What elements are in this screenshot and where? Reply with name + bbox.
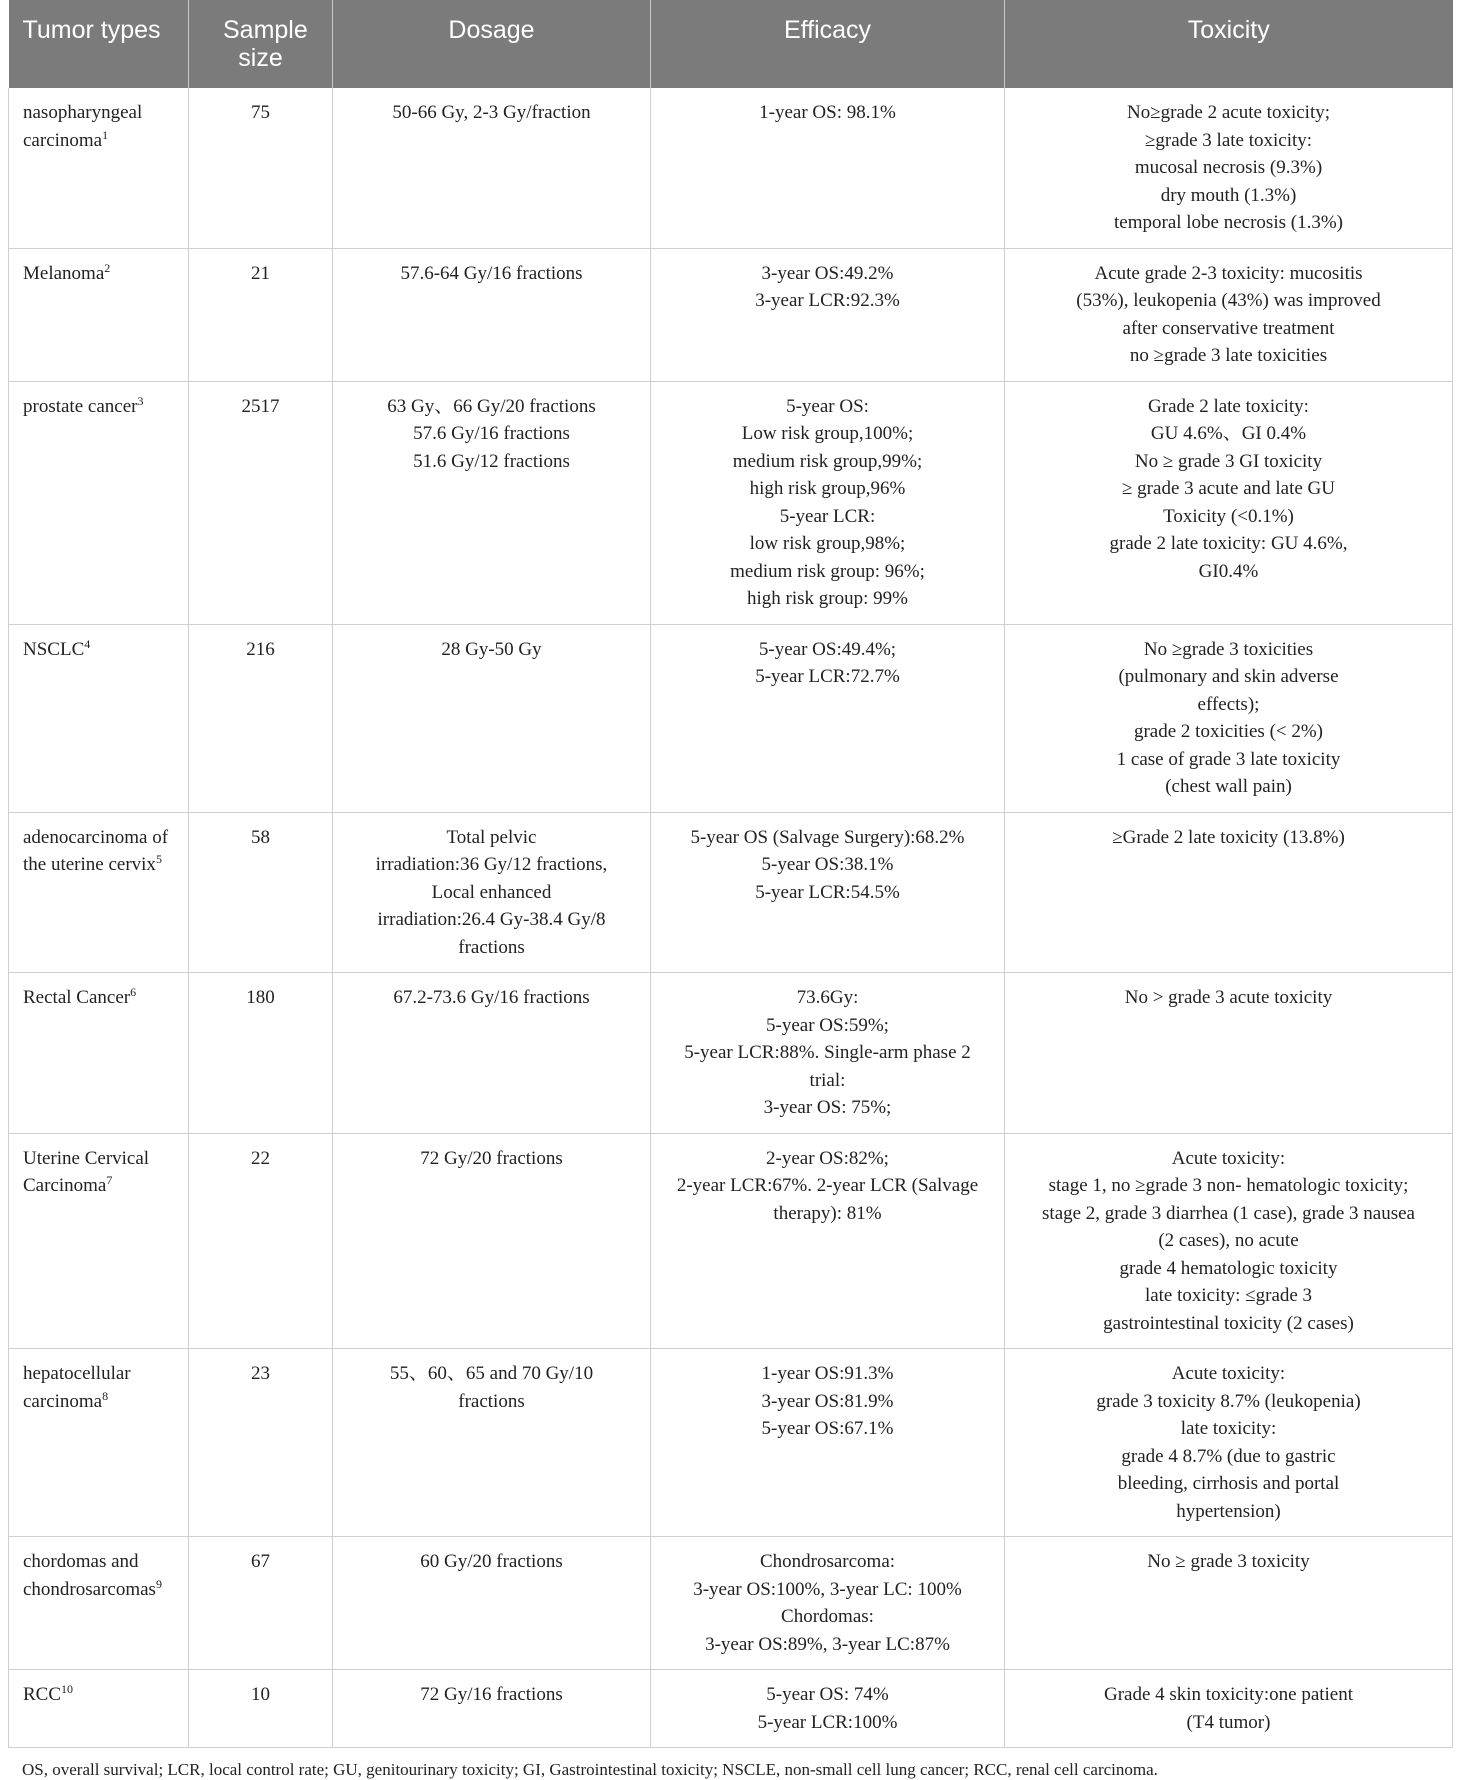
cell-dosage (333, 812, 651, 973)
toxicity-line: Toxicity (<0.1%) (1163, 505, 1294, 527)
cell-toxicity (1005, 1349, 1453, 1537)
tumor-type-label: Melanoma (23, 262, 105, 284)
header-row (9, 0, 1453, 88)
cell-tumor-type (9, 381, 189, 624)
dosage-line: 72 Gy/16 fractions (420, 1684, 563, 1705)
toxicity-line: ≥Grade 2 late toxicity (13.8%) (1112, 826, 1345, 848)
toxicity-line: gastrointestinal toxicity (2 cases) (1103, 1312, 1354, 1334)
toxicity-line: grade 2 toxicities (< 2%) (1133, 721, 1324, 742)
table-row (9, 812, 1453, 973)
dosage-line: 72 Gy/20 fractions (420, 1147, 563, 1169)
cell-sample-size: 2517 (189, 381, 333, 624)
toxicity-line: ≥grade 3 late toxicity: (1144, 129, 1313, 151)
dosage-line: 57.6-64 Gy/16 fractions (400, 262, 583, 284)
cell-dosage (333, 248, 651, 381)
header-sample-size: Sample size (189, 0, 333, 88)
table-header (9, 0, 1453, 88)
cell-sample-size: 58 (189, 812, 333, 973)
efficacy-line: Chondrosarcoma: (759, 1551, 896, 1572)
toxicity-line: Acute grade 2-3 toxicity: mucositis (1094, 262, 1363, 284)
efficacy-line: 3-year OS:81.9% (761, 1390, 894, 1412)
cell-toxicity (1005, 1670, 1453, 1748)
cell-toxicity (1005, 248, 1453, 381)
dosage-line: irradiation:26.4 Gy-38.4 Gy/8 (377, 909, 606, 930)
table-row (9, 381, 1453, 624)
header-tumor-types: Tumor types (9, 0, 189, 88)
efficacy-line: 5-year OS:49.4%; (758, 638, 897, 660)
toxicity-line: grade 3 toxicity 8.7% (leukopenia) (1096, 1390, 1361, 1412)
toxicity-line: (2 cases), no acute (1158, 1230, 1299, 1251)
cell-toxicity (1005, 812, 1453, 973)
cell-tumor-type (9, 812, 189, 973)
dosage-line: 28 Gy-50 Gy (441, 638, 542, 660)
toxicity-line: late toxicity: (1180, 1418, 1277, 1439)
table-row (9, 624, 1453, 812)
dosage-line: Local enhanced (431, 881, 552, 903)
toxicity-line: 1 case of grade 3 late toxicity (1116, 748, 1341, 770)
cell-tumor-type (9, 1133, 189, 1349)
dosage-line: 51.6 Gy/12 fractions (413, 450, 570, 472)
efficacy-line: 5-year OS: 74% (766, 1684, 889, 1705)
toxicity-line: No ≥ grade 3 toxicity (1147, 1551, 1310, 1572)
cell-dosage (333, 1670, 651, 1748)
toxicity-line: bleeding, cirrhosis and portal (1117, 1473, 1340, 1494)
toxicity-line: effects); (1197, 693, 1260, 715)
efficacy-line: 2-year OS:82%; (766, 1147, 889, 1169)
cell-tumor-type (9, 88, 189, 248)
cell-toxicity (1005, 88, 1453, 248)
cell-sample-size: 22 (189, 1133, 333, 1349)
tumor-type-label: NSCLC (23, 638, 85, 660)
cell-dosage (333, 1537, 651, 1670)
cell-efficacy (651, 381, 1005, 624)
toxicity-line: GI0.4% (1198, 560, 1259, 582)
dosage-line: 55、60、65 and 70 Gy/10 (389, 1363, 594, 1384)
toxicity-line: (T4 tumor) (1186, 1711, 1271, 1733)
efficacy-line: 2-year LCR:67%. 2-year LCR (Salvage (676, 1175, 979, 1196)
dosage-line: 60 Gy/20 fractions (420, 1551, 563, 1572)
efficacy-line: 5-year OS:67.1% (761, 1418, 894, 1439)
cell-efficacy (651, 248, 1005, 381)
cell-toxicity (1005, 624, 1453, 812)
toxicity-line: No≥grade 2 acute toxicity; (1127, 102, 1330, 123)
dosage-line: fractions (458, 936, 525, 958)
efficacy-line: 5-year LCR:54.5% (755, 881, 900, 903)
tumor-type-label: chordomas and chondrosarcomas (23, 1551, 156, 1600)
reference-superscript: 9 (155, 1576, 162, 1591)
efficacy-line: medium risk group: 96%; (730, 560, 925, 582)
reference-superscript: 8 (102, 1388, 109, 1403)
efficacy-line: 5-year LCR:88%. Single-arm phase 2 (684, 1042, 971, 1063)
cell-tumor-type (9, 1349, 189, 1537)
toxicity-line: (53%), leukopenia (43%) was improved (1076, 290, 1381, 311)
toxicity-line: temporal lobe necrosis (1.3%) (1114, 212, 1343, 233)
toxicity-line: No > grade 3 acute toxicity (1124, 987, 1333, 1008)
cell-sample-size: 216 (189, 624, 333, 812)
efficacy-line: trial: (809, 1069, 846, 1091)
efficacy-line: 5-year OS: (786, 395, 869, 417)
dosage-line: 63 Gy、66 Gy/20 fractions (387, 395, 596, 417)
tumor-type-label: hepatocellular carcinoma (23, 1363, 131, 1412)
reference-superscript: 2 (104, 260, 111, 275)
cell-toxicity (1005, 1133, 1453, 1349)
toxicity-line: Grade 4 skin toxicity:one patient (1103, 1684, 1354, 1705)
reference-superscript: 5 (155, 852, 162, 866)
efficacy-line: 5-year OS (Salvage Surgery):68.2% (690, 826, 965, 848)
cell-tumor-type (9, 973, 189, 1134)
cell-toxicity (1005, 381, 1453, 624)
toxicity-line: grade 4 8.7% (due to gastric (1121, 1445, 1336, 1467)
cell-tumor-type (9, 1670, 189, 1748)
efficacy-line: 3-year OS:89%, 3-year LC:87% (705, 1633, 950, 1655)
dosage-line: irradiation:36 Gy/12 fractions, (375, 854, 608, 875)
efficacy-line: 5-year OS:59%; (766, 1014, 889, 1036)
reference-superscript: 6 (130, 985, 137, 999)
tumor-type-label: Uterine Cervical Carcinoma (23, 1147, 150, 1196)
efficacy-line: 5-year LCR:72.7% (755, 666, 900, 687)
tumor-type-label: prostate cancer (23, 395, 138, 417)
efficacy-line: Chordomas: (781, 1606, 874, 1627)
efficacy-line: 3-year LCR:92.3% (755, 290, 900, 311)
tumor-type-label: nasopharyngeal carcinoma (23, 102, 143, 151)
toxicity-line: after conservative treatment (1122, 317, 1335, 339)
toxicity-line: stage 2, grade 3 diarrhea (1 case), grade 3 nausea (1042, 1202, 1415, 1224)
toxicity-line: dry mouth (1.3%) (1160, 184, 1297, 206)
efficacy-line: 5-year LCR:100% (757, 1711, 898, 1733)
efficacy-line: high risk group,96% (749, 478, 906, 499)
efficacy-line: 5-year LCR: (779, 505, 876, 527)
cell-sample-size: 180 (189, 973, 333, 1134)
table-row (9, 1133, 1453, 1349)
table-footnote: OS, overall survival; LCR, local control rate; GU, genitourinary toxicity; GI, Gastrointestinal toxicity; NSCLE, non-small cell lung cancer; RCC, renal cell carcinoma. (22, 1760, 1158, 1779)
efficacy-line: 5-year OS:38.1% (761, 854, 894, 875)
cell-sample-size: 23 (189, 1349, 333, 1537)
cell-efficacy (651, 88, 1005, 248)
efficacy-line: low risk group,98%; (749, 533, 906, 554)
header-dosage: Dosage (333, 0, 651, 88)
cell-efficacy (651, 1670, 1005, 1748)
table-row (9, 1349, 1453, 1537)
cell-dosage (333, 1133, 651, 1349)
efficacy-line: 1-year OS: 98.1% (759, 102, 896, 123)
cell-sample-size: 75 (189, 88, 333, 248)
tumor-type-label: Rectal Cancer (23, 987, 131, 1008)
reference-superscript: 1 (102, 127, 109, 142)
toxicity-line: late toxicity: ≤grade 3 (1144, 1285, 1313, 1306)
efficacy-line: medium risk group,99%; (732, 450, 923, 472)
toxicity-line: ≥ grade 3 acute and late GU (1122, 478, 1335, 499)
dosage-line: 50-66 Gy, 2-3 Gy/fraction (392, 102, 591, 123)
tumor-results-table (8, 0, 1453, 1748)
toxicity-line: Acute toxicity: (1171, 1147, 1286, 1169)
cell-dosage (333, 624, 651, 812)
cell-tumor-type (9, 624, 189, 812)
toxicity-line: No ≥ grade 3 GI toxicity (1134, 450, 1323, 472)
header-toxicity: Toxicity (1005, 0, 1453, 88)
cell-efficacy (651, 1349, 1005, 1537)
toxicity-line: mucosal necrosis (9.3%) (1134, 157, 1323, 178)
reference-superscript: 10 (61, 1682, 74, 1696)
toxicity-line: No ≥grade 3 toxicities (1143, 638, 1314, 660)
efficacy-line: high risk group: 99% (747, 588, 908, 609)
cell-efficacy (651, 624, 1005, 812)
cell-efficacy (651, 812, 1005, 973)
table-body (9, 88, 1453, 1748)
efficacy-line: therapy): 81% (773, 1202, 882, 1224)
dosage-line: Total pelvic (446, 826, 537, 848)
efficacy-line: 3-year OS: 75%; (763, 1097, 892, 1118)
tumor-type-label: adenocarcinoma of the uterine cervix (23, 826, 169, 875)
toxicity-line: (pulmonary and skin adverse (1118, 666, 1339, 687)
toxicity-line: grade 2 late toxicity: GU 4.6%, (1109, 533, 1348, 554)
cell-dosage (333, 88, 651, 248)
toxicity-line: hypertension) (1176, 1500, 1281, 1522)
toxicity-line: grade 4 hematologic toxicity (1119, 1257, 1338, 1279)
reference-superscript: 3 (137, 393, 144, 408)
cell-sample-size: 10 (189, 1670, 333, 1748)
reference-superscript: 7 (106, 1173, 113, 1187)
toxicity-line: GU 4.6%、GI 0.4% (1150, 423, 1307, 444)
header-efficacy: Efficacy (651, 0, 1005, 88)
cell-tumor-type (9, 248, 189, 381)
cell-efficacy (651, 973, 1005, 1134)
toxicity-line: Grade 2 late toxicity: (1148, 395, 1309, 417)
table-row (9, 1670, 1453, 1748)
cell-toxicity (1005, 973, 1453, 1134)
table-row (9, 248, 1453, 381)
table-row (9, 88, 1453, 248)
cell-dosage (333, 973, 651, 1134)
toxicity-line: Acute toxicity: (1171, 1363, 1286, 1384)
cell-efficacy (651, 1537, 1005, 1670)
efficacy-line: 1-year OS:91.3% (761, 1363, 894, 1384)
cell-tumor-type (9, 1537, 189, 1670)
dosage-line: 67.2-73.6 Gy/16 fractions (393, 987, 590, 1008)
efficacy-line: Low risk group,100%; (741, 423, 914, 444)
toxicity-line: no ≥grade 3 late toxicities (1129, 345, 1328, 366)
dosage-line: fractions (458, 1390, 525, 1412)
toxicity-line: stage 1, no ≥grade 3 non- hematologic toxicity; (1048, 1175, 1409, 1196)
toxicity-line: (chest wall pain) (1165, 776, 1292, 797)
cell-toxicity (1005, 1537, 1453, 1670)
efficacy-line: 3-year OS:100%, 3-year LC: 100% (693, 1578, 962, 1600)
efficacy-line: 3-year OS:49.2% (761, 262, 894, 284)
table-container (8, 0, 1452, 1780)
table-row (9, 973, 1453, 1134)
cell-dosage (333, 381, 651, 624)
efficacy-line: 73.6Gy: (796, 987, 859, 1008)
cell-sample-size: 67 (189, 1537, 333, 1670)
cell-sample-size: 21 (189, 248, 333, 381)
cell-dosage (333, 1349, 651, 1537)
tumor-type-label: RCC (23, 1684, 62, 1705)
reference-superscript: 4 (84, 636, 91, 651)
cell-efficacy (651, 1133, 1005, 1349)
table-row (9, 1537, 1453, 1670)
dosage-line: 57.6 Gy/16 fractions (413, 423, 570, 444)
